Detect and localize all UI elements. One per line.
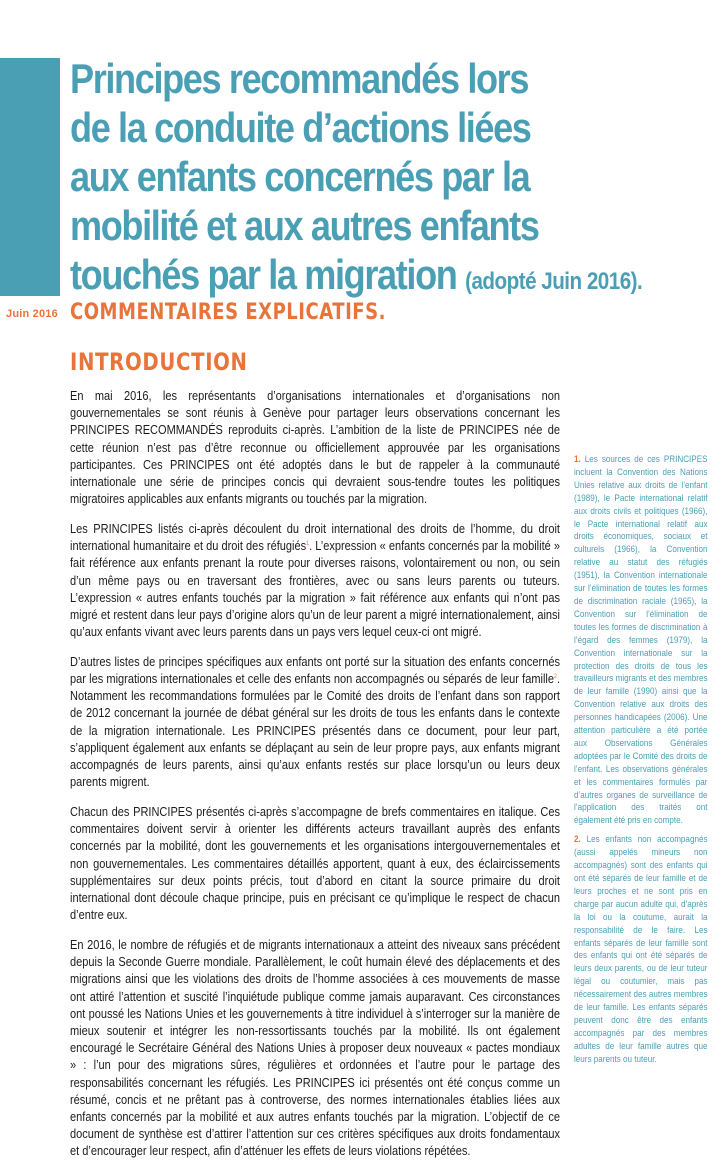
footnote-number: 2. (574, 834, 581, 845)
title-line: touchés par la migration (70, 251, 457, 298)
document-title (70, 54, 706, 306)
footnote-text: Les sources de ces PRINCIPES incluent la Convention des Nations Unies relative aux droits de l’enfant (1989), le Pacte international relatif aux droits civils et politiques (1966), le Pacte international relatif aux droits économiques, sociaux et culturels (1966), la Convention relative au statut des réfugiés (1951), la Convention internationale sur l’élimination de toutes les formes de discrimination raciale (1965), la Convention sur l’élimination de toutes les formes de discrimination à l’égard des femmes (1979), la Convention internationale sur la protection des droits de tous les travailleurs migrants et des membres de leur famille (1990) ainsi que la Convention relative aux droits des personnes handicapées (2006). Une attention particulière a été portée aux Observations Générales adoptées par le Comité des droits de l’enfant. Les observations générales et les commentaires formulés par d’autres organes de surveillance de l’application des traités ont également été pris en compte. (574, 454, 708, 826)
introduction-body (70, 388, 560, 1173)
footnote-number: 1. (574, 454, 581, 464)
document-subtitle: COMMENTAIRES EXPLICATIFS. (70, 300, 386, 325)
paragraph (70, 521, 560, 641)
title-line: mobilité et aux autres enfants (70, 202, 539, 249)
paragraph (70, 654, 560, 792)
paragraph-text: D’autres listes de principes spécifiques aux enfants ont porté sur la situation des enfants concernés par les migrations internationales et celle des enfants non accompagnés ou séparés de leur famille (70, 654, 560, 687)
footnote (574, 453, 708, 827)
adoption-note: (adopté Juin 2016). (465, 268, 643, 295)
footnote-text: Les enfants non accompagnés (aussi appelés mineurs non accompagnés) sont des enfants qui ont été séparés de leur famille et de leurs proches et ne sont pris en charge par aucun adulte qui, d’après la loi ou la coutume, aurait la responsabilité de le faire. Les enfants séparés de leur famille sont des enfants qui ont été séparés de leurs deux parents, ou de leur tuteur légal ou coutumier, mais pas nécessairement des autres membres de leur famille. Les enfants séparés peuvent donc être des enfants accompagnés par des membres adultes de leur famille autres que leurs parents ou tuteur. (574, 834, 708, 1064)
title-line: aux enfants concernés par la (70, 153, 530, 200)
footnote (574, 833, 708, 1065)
footnote-ref[interactable]: 1 (306, 540, 310, 547)
paragraph: En 2016, le nombre de réfugiés et de migrants internationaux a atteint des niveaux sans précédent depuis la Seconde Guerre mondiale. Parallèlement, le coût humain élevé des déplacements et des migrations ainsi que les violations des droits de l’homme associées à ces mouvements de masse ont attiré l’attention et suscité l’inquiétude publique comme jamais auparavant. Ces circonstances ont poussé les Nations Unies et les gouvernements à titre individuel à s’interroger sur la manière de mieux soutenir et intégrer les non-ressortissants touchés par la mobilité. Ils ont également encouragé le Secrétaire Général des Nations Unies à proposer deux nouveaux « pactes mondiaux » : l’un pour des migrations sûres, régulières et ordonnées et l’autre pour le partage des responsabilités concernant les réfugiés. Les PRINCIPES ici présentés ont été conçus comme un résumé, concis et ne prêtant pas à controverse, des normes internationales établies liées aux enfants concernés par la mobilité et aux autres enfants touchés par la migration. L’objectif de ce document de synthèse est d’attirer l’attention sur ces critères spécifiques aux droits fondamentaux et d’encourager leur respect, afin d’atténuer les effets de leurs violations répétées. (70, 937, 560, 1159)
paragraph: Chacun des PRINCIPES présentés ci-après s’accompagne de brefs commentaires en italique. Ces commentaires doivent servir à orienter les différents acteurs travaillant auprès des enfants concernés par la mobilité, dont les gouvernements et les organisations intergouvernementales et non gouvernementales. Les commentaires détaillés apportent, quant à eux, des éclaircissements supplémentaires sur deux points précis, tout d’abord en citant la source primaire du droit international dont découle chaque principe, puis en précisant ce qu’implique le respect de chacun d’entre eux. (70, 804, 560, 923)
section-heading-introduction: INTRODUCTION (70, 348, 248, 376)
paragraph-text: Les PRINCIPES listés ci-après découlent du droit international des droits de l’homme, du droit international humanitaire et du droit des réfugiés (70, 521, 560, 554)
title-line: Principes recommandés lors (70, 55, 529, 102)
paragraph: En mai 2016, les représentants d’organisations internationales et d’organisations non gouvernementales se sont réunis à Genève pour partager leurs observations concernant les PRINCIPES RECOMMANDÉS reproduits ci-après. L’ambition de la liste de PRINCIPES née de cette réunion n’est pas d’être reconnue ou officiellement approuvée par les organisations participantes. Ces PRINCIPES ont été adoptés dans le but de rappeler à la communauté internationale une série de principes concis qui devraient sous-tendre toutes les politiques migratoires applicables aux enfants migrants ou touchés par la migration. (70, 389, 560, 507)
date-label: Juin 2016 (6, 308, 58, 320)
header-accent-bar (0, 58, 60, 296)
paragraph-text: . L’expression « enfants concernés par la mobilité » fait référence aux enfants prenant la route pour diverses raisons, volontairement ou non, ou sein d’un même pays ou en traversant des frontières, avec ou sans leurs parents ou tuteurs. L’expression « autres enfants touchés par la migration » fait référence aux enfants qui n’ont pas migré et restent dans leur pays d’origine alors qu’un de leur parent a migré internationalement, ainsi qu’aux enfants vivant avec leurs parents dans un pays vers lequel ceux-ci ont migré. (70, 539, 560, 640)
footnotes-sidebar (574, 453, 708, 1072)
footnote-ref[interactable]: 2 (554, 673, 557, 680)
title-line: de la conduite d’actions liées (70, 104, 531, 151)
paragraph-text: . Notamment les recommandations formulées par le Comité des droits de l’enfant dans son rapport de 2012 concernant la journée de débat général sur les droits de tous les enfants dans le contexte de la migration internationale. Les PRINCIPES présentés dans ce document, pour leur part, s’appliquent également aux enfants se déplaçant au sein de leur propre pays, aux enfants migrant accompagnés de leurs parents, ainsi qu’aux enfants restés sur place lorsqu’un ou leurs deux parents migrent. (70, 672, 560, 790)
